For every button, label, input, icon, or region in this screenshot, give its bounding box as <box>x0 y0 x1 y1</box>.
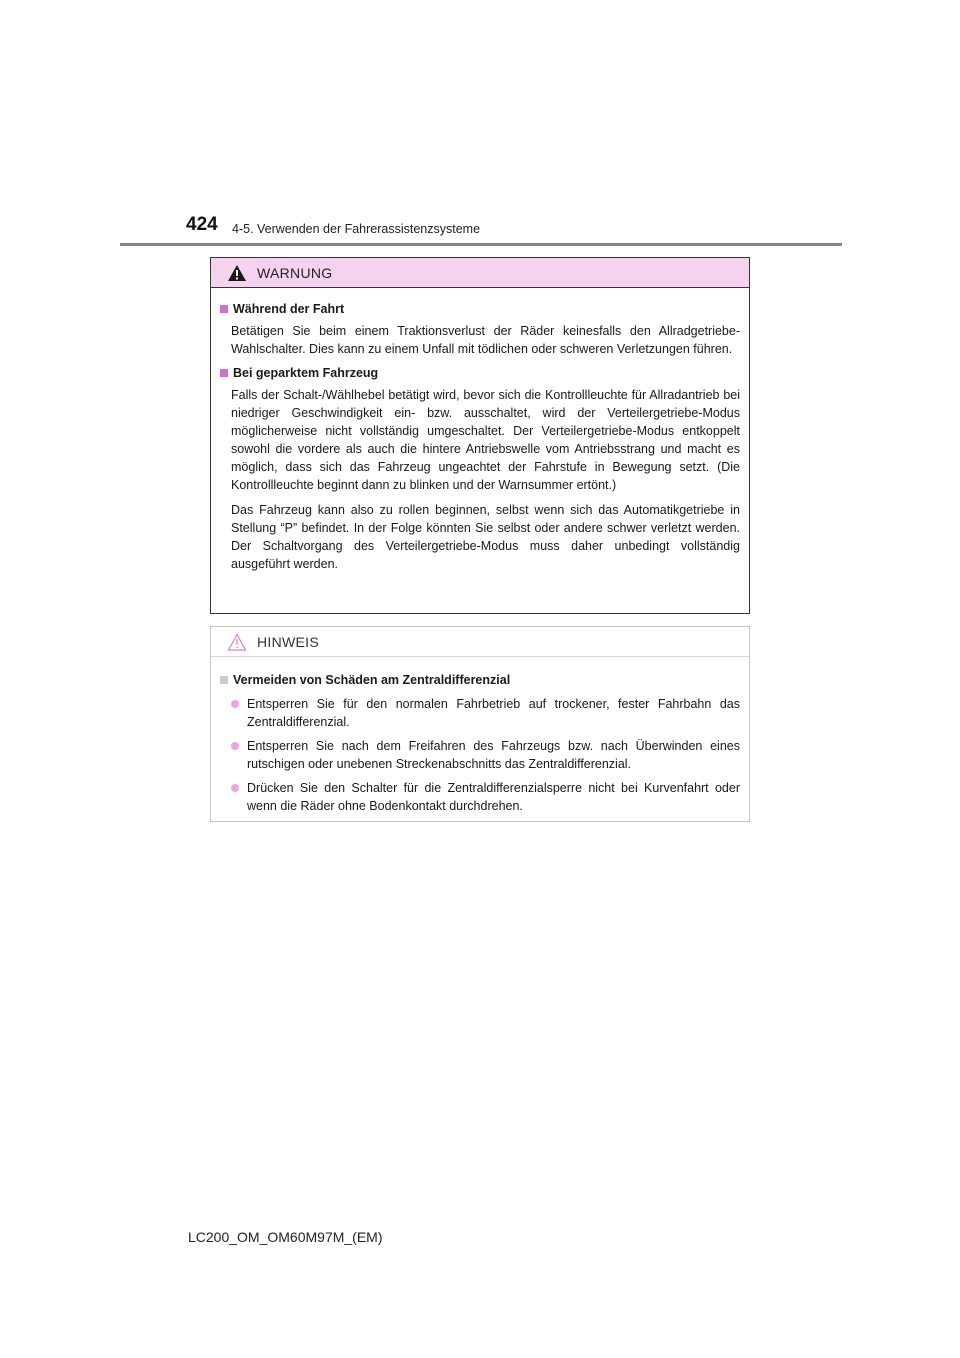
warning-item <box>220 364 740 573</box>
warning-item <box>220 300 740 358</box>
warning-heading-text: Bei geparktem Fahrzeug <box>233 366 379 380</box>
notice-title: HINWEIS <box>257 633 319 650</box>
notice-body <box>211 657 749 815</box>
warning-item-heading <box>220 300 740 318</box>
bullet-dot-icon <box>231 784 239 792</box>
square-marker-icon <box>220 369 228 377</box>
warning-paragraph: Falls der Schalt-/Wählhebel betätigt wird, bevor sich die Kontrollleuchte für Allradantrieb bei niedriger Geschwindigkeit ein- bzw. ausschaltet, wird der Verteilergetriebe-Modus möglicherweise nicht vollständig umgeschaltet. Der Verteilergetriebe-Modus entkoppelt sowohl die vordere als auch die hintere Antriebswelle vom Antriebsstrang und macht es möglich, dass sich das Fahrzeug ungeachtet der Fahrstufe in Bewegung setzt. (Die Kontrollleuchte beginnt dann zu blinken und der Warnsummer ertönt.) <box>231 388 740 492</box>
warning-paragraph: Das Fahrzeug kann also zu rollen beginnen, selbst wenn sich das Automatikgetriebe in Stellung “P” befindet. In der Folge könnten Sie selbst oder andere schwer verletzt werden. Der Schaltvorgang des Verteilergetriebe-Modus muss daher unbedingt vollständig ausgeführt werden. <box>231 503 740 571</box>
page-number: 424 <box>186 214 218 235</box>
list-item <box>231 737 740 773</box>
list-item-text: Drücken Sie den Schalter für die Zentraldifferenzialsperre nicht bei Kurvenfahrt oder wenn die Räder ohne Bodenkontakt durchdrehen. <box>247 781 740 813</box>
notice-heading-text: Vermeiden von Schäden am Zentraldifferenzial <box>233 673 511 687</box>
warning-item-heading <box>220 364 740 382</box>
list-item-text: Entsperren Sie für den normalen Fahrbetrieb auf trockener, fester Fahrbahn das Zentraldifferenzial. <box>247 697 740 729</box>
warning-body <box>211 288 749 573</box>
header-rule <box>120 243 842 246</box>
warning-paragraph: Betätigen Sie beim einem Traktionsverlust der Räder keinesfalls den Allradgetriebe-Wahlschalter. Dies kann zu einem Unfall mit tödlichen oder schweren Verletzungen führen. <box>231 324 740 356</box>
footer-doc-code: LC200_OM_OM60M97M_(EM) <box>188 1229 383 1245</box>
notice-box <box>210 626 750 822</box>
notice-header <box>211 627 749 657</box>
warning-header <box>211 258 749 288</box>
warning-title: WARNUNG <box>257 264 333 281</box>
warning-box <box>210 257 750 614</box>
list-item <box>231 695 740 731</box>
list-item-text: Entsperren Sie nach dem Freifahren des Fahrzeugs bzw. nach Überwinden eines rutschigen oder unebenen Streckenabschnitts das Zentraldifferenzial. <box>247 739 740 771</box>
bullet-dot-icon <box>231 700 239 708</box>
bullet-dot-icon <box>231 742 239 750</box>
warning-triangle-icon <box>227 264 247 282</box>
list-item <box>231 779 740 815</box>
section-title: 4-5. Verwenden der Fahrerassistenzsysteme <box>232 222 481 236</box>
warning-heading-text: Während der Fahrt <box>233 302 345 316</box>
square-marker-icon <box>220 305 228 313</box>
notice-triangle-icon <box>227 633 247 651</box>
notice-heading <box>220 671 740 689</box>
square-marker-icon <box>220 676 228 684</box>
